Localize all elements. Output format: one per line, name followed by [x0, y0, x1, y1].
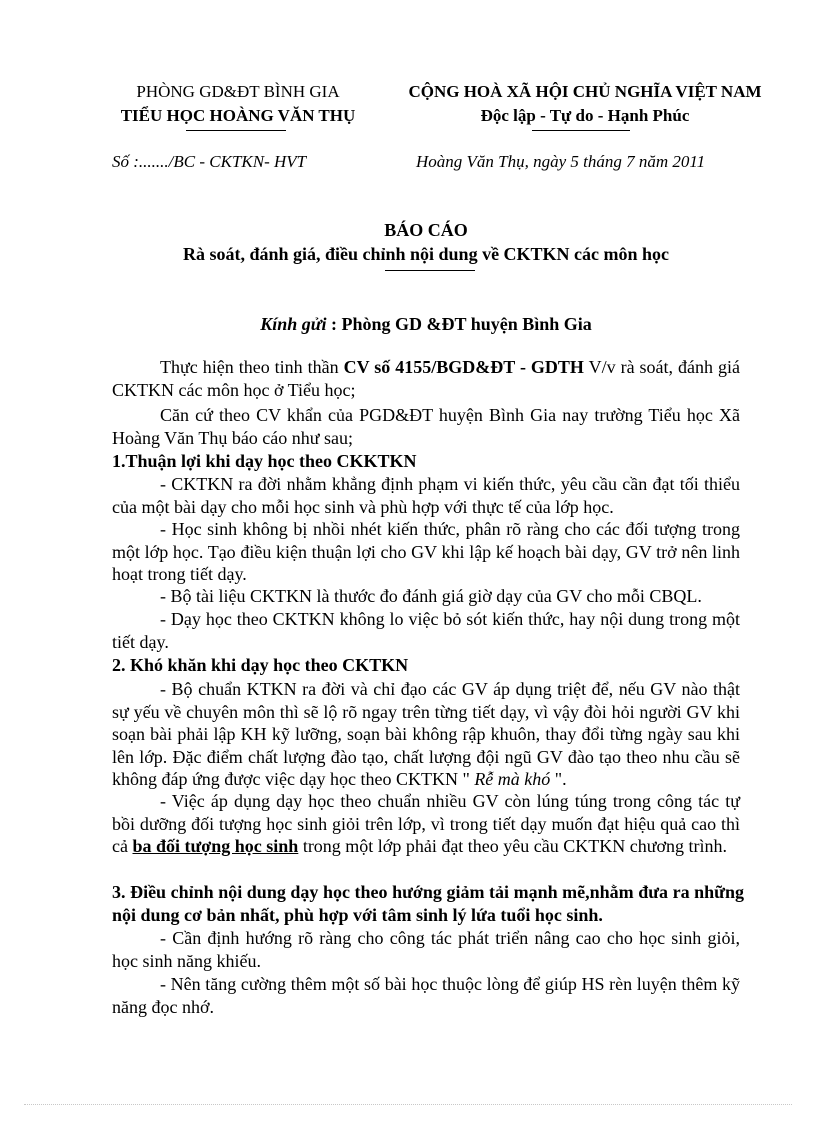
country-name: CỘNG HOÀ XÃ HỘI CHỦ NGHĨA VIỆT NAM: [408, 82, 762, 101]
intro-paragraph: [112, 356, 740, 401]
page-footer-divider: [24, 1104, 792, 1105]
section-2-text: - Bộ chuẩn KTKN ra đời và chỉ đạo các GV áp dụng triệt để, nếu GV nào thật sự yếu về chuyên môn thì sẽ lộ rõ ngay trên từng tiết dạy, vì vậy đòi hỏi người GV khi soạn bài phải lập KH kỹ lưỡng, soạn bài không rập khuôn, thay đổi từng ngày sau khi lên lớp. Đặc điểm chất lượng đào tạo, chất lượng đội ngũ GV đào tạo theo nhu cầu sẽ không đáp ứng được việc dạy học theo CKTKN ": [112, 679, 740, 789]
recipient-text: : Phòng GD &ĐT huyện Bình Gia: [326, 314, 592, 334]
motto-independence: Độc lập: [480, 106, 536, 125]
official-letter-ref: CV số 4155/BGD&ĐT - GDTH: [343, 357, 584, 377]
section-1-item: - CKTKN ra đời nhằm khẳng định phạm vi kiến thức, yêu cầu cần đạt tối thiểu của một bài dạy cho mỗi học sinh và phù hợp với thực tế của lớp học.: [112, 474, 740, 517]
school-name: TIỂU HỌC HOÀNG VĂN THỤ: [120, 106, 356, 125]
section-3-item: - Cần định hướng rõ ràng cho công tác phát triển nâng cao cho học sinh giỏi, học sinh năng khiếu.: [112, 928, 740, 971]
report-title: BÁO CÁO: [384, 220, 468, 240]
report-subtitle: Rà soát, đánh giá, điều chỉnh nội dung về CKTKN các môn học: [182, 244, 670, 264]
section-1-item: - Dạy học theo CKTKN không lo việc bỏ sót kiến thức, hay nội dung trong một tiết dạy.: [112, 609, 740, 652]
intro-text: Thực hiện theo tinh thần: [160, 357, 344, 377]
school-underline: [186, 130, 286, 131]
motto-freedom: Tự do: [549, 106, 594, 125]
section-2-heading: 2. Khó khăn khi dạy học theo CKTKN: [112, 655, 409, 675]
section-2-text: trong một lớp phải đạt theo yêu cầu CKTKN chương trình.: [298, 836, 728, 856]
motto-separator: -: [535, 106, 550, 125]
national-motto: [382, 106, 788, 126]
intro-text: V/v rà soát, đánh giá CKTKN các môn học ở Tiểu học;: [112, 357, 740, 400]
motto-underline: [532, 130, 630, 131]
department-name: PHÒNG GD&ĐT BÌNH GIA: [136, 82, 340, 101]
section-1-item: - Bộ tài liệu CKTKN là thước đo đánh giá giờ dạy của GV cho mỗi CBQL.: [160, 586, 702, 606]
title-underline: [385, 270, 475, 271]
section-2-item: [112, 678, 740, 791]
quoted-phrase: Rễ mà khó: [474, 769, 551, 789]
basis-paragraph: Căn cứ theo CV khẩn của PGD&ĐT huyện Bình Gia nay trường Tiểu học Xã Hoàng Văn Thụ báo cáo như sau;: [112, 405, 740, 448]
place-date: Hoàng Văn Thụ, ngày 5 tháng 7 năm 2011: [416, 152, 706, 171]
section-2-item: [112, 790, 740, 858]
motto-separator: -: [593, 106, 608, 125]
section-2-text: - Việc áp dụng dạy học theo chuẩn nhiều GV còn lúng túng trong công tác tự bồi dưỡng đối tượng học sinh giỏi trên lớp, vì trong tiết dạy muốn đạt hiệu quả cao thì cả: [112, 791, 740, 856]
emphasized-phrase: ba đối tượng học sinh: [132, 836, 299, 856]
section-3-heading: 3. Điều chỉnh nội dung dạy học theo hướng giảm tải mạnh mẽ,nhằm đưa ra những nội dung cơ bản nhất, phù hợp với tâm sinh lý lứa tuổi học sinh.: [112, 882, 744, 925]
section-2-text: ".: [550, 769, 567, 789]
section-1-item: - Học sinh không bị nhồi nhét kiến thức, phân rõ ràng cho các đối tượng trong một lớp học. Tạo điều kiện thuận lợi cho GV khi lập kế hoạch bài dạy, GV trở nên linh hoạt trong tiết dạy.: [112, 519, 740, 584]
recipient-line: [108, 314, 744, 335]
section-1-heading: 1.Thuận lợi khi dạy học theo CKKTKN: [112, 451, 417, 471]
document-number: Số :......./BC - CKTKN- HVT: [112, 152, 307, 171]
recipient-label: Kính gửi: [260, 314, 327, 334]
motto-happiness: Hạnh Phúc: [607, 106, 690, 125]
section-3-item: - Nên tăng cường thêm một số bài học thuộc lòng để giúp HS rèn luyện thêm kỹ năng đọc nhớ.: [112, 974, 740, 1017]
